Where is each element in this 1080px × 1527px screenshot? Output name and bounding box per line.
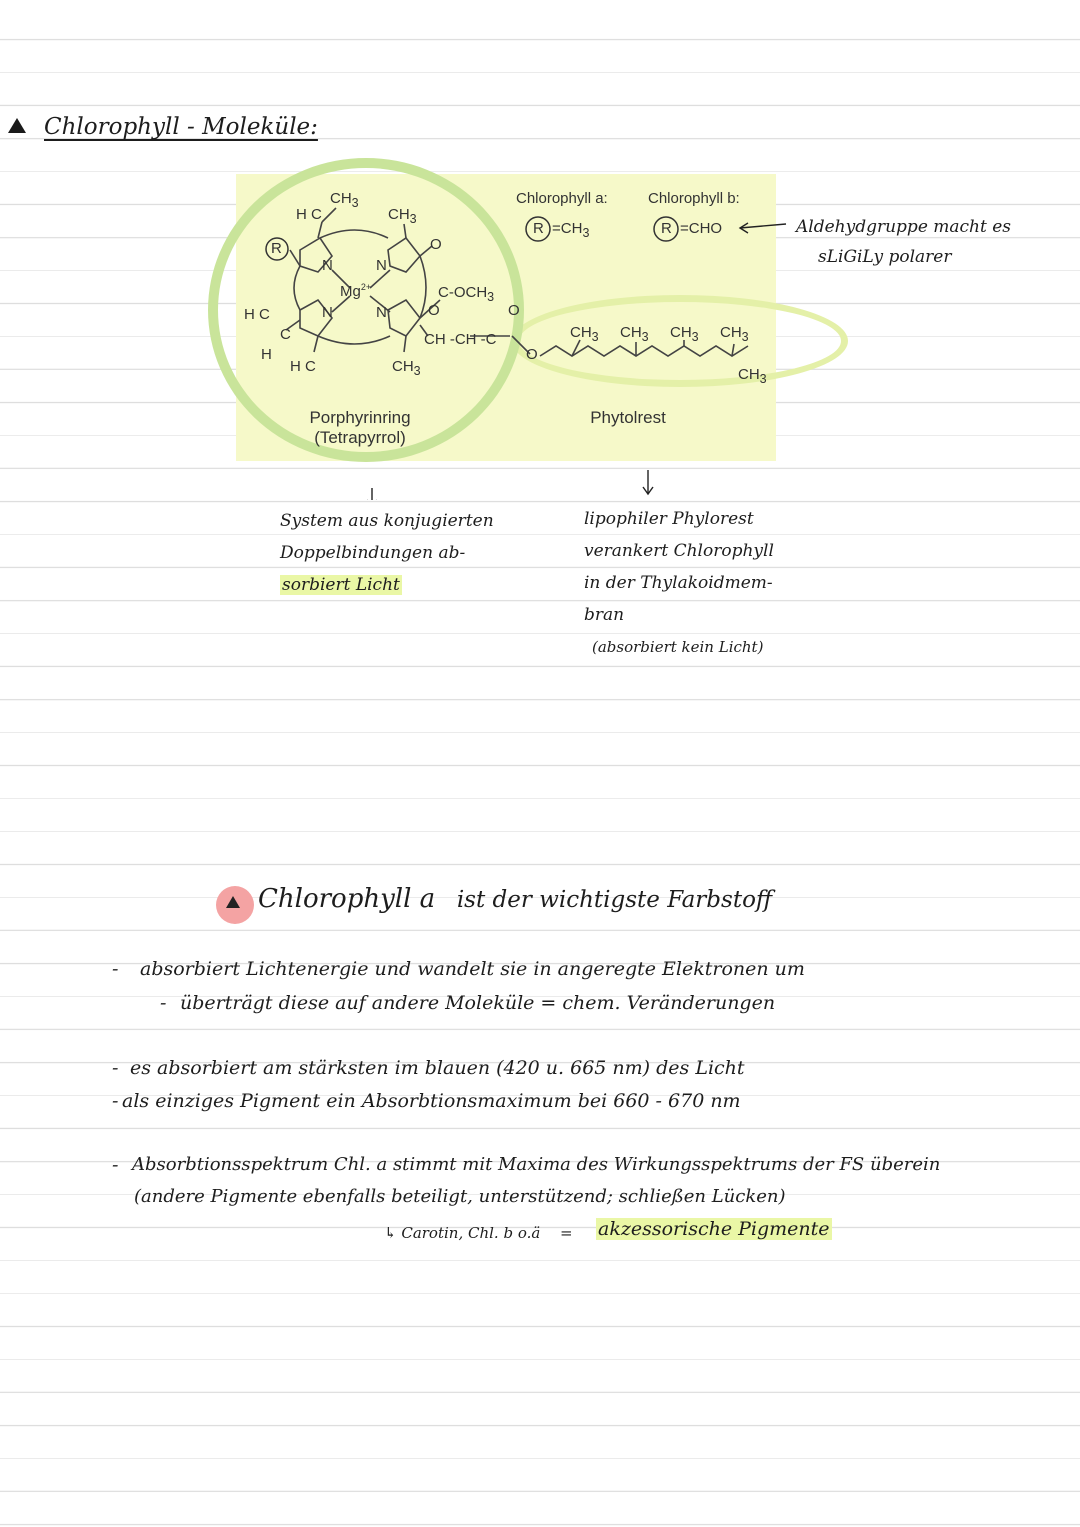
phytol-ch3-end: $CH_3$ [738, 366, 767, 386]
atom-h2c-left: H C [244, 306, 270, 323]
atom-ch3-bottom: $CH_3$ [392, 358, 421, 378]
page-title: Chlorophyll - Moleküle: [44, 114, 318, 140]
atom-n-3: N [322, 304, 333, 321]
section-triangle-icon [226, 896, 240, 908]
section-line-1: absorbiert Lichtenergie und wandelt sie in angeregte Elektronen um [140, 958, 805, 980]
chl-b-formula: =CHO [680, 220, 723, 237]
atom-o-carbonyl: O [508, 302, 520, 319]
phytol-note: lipophiler Phylorest verankert Chlorophyll in der Thylakoidmem- bran (absorbiert kein Licht) [584, 509, 774, 656]
chl-b-label: Chlorophyll b: [648, 190, 740, 207]
dash-1: - [112, 958, 119, 980]
chl-a-r: R [533, 220, 544, 237]
porphyrin-note: System aus konjugierten Doppelbindungen ab- sorbiert Licht [280, 511, 494, 595]
section-line-2: überträgt diese auf andere Moleküle = chem. Veränderungen [180, 992, 776, 1014]
phytol-ch3-3: $CH_3$ [670, 324, 699, 344]
phytol-ch3-2: $CH_3$ [620, 324, 649, 344]
chl-a-label: Chlorophyll a: [516, 190, 608, 207]
atom-n-1: N [322, 257, 333, 274]
phytol-ch3-1: $CH_3$ [570, 324, 599, 344]
atom-r: R [271, 240, 282, 257]
phytol-ch3-4: $CH_3$ [720, 324, 749, 344]
section-title: Chlorophyll a ist der wichtigste Farbstoff [258, 884, 773, 914]
bridge-top [320, 230, 388, 238]
section-line-5: Absorbtionsspektrum Chl. a stimmt mit Maxima des Wirkungsspektrums der FS überein [132, 1154, 941, 1175]
atom-mg: $Mg^{2+}$ [340, 282, 372, 300]
phytol-label: Phytolrest [590, 408, 666, 427]
dash-2: - [160, 992, 167, 1014]
atom-ch2ch2c: CH -CH -C [424, 331, 497, 348]
section-line-7-eq: = [560, 1224, 573, 1242]
bridge-bottom [318, 336, 390, 344]
atom-c-vinyl: C [280, 326, 291, 343]
dash-3: - [112, 1057, 119, 1079]
atom-h3c-bottom: H C [290, 358, 316, 375]
section-line-7-right: akzessorische Pigmente [598, 1218, 830, 1240]
atom-o-link: O [526, 346, 538, 363]
atom-o-ester: O [428, 302, 440, 319]
bridge-left [294, 266, 300, 310]
atom-ch3-right: $CH_3$ [388, 206, 417, 226]
aldehyde-note: Aldehydgruppe macht es sLiGiLy polarer [796, 217, 1012, 267]
chl-a-formula: $=CH_3$ [552, 220, 590, 240]
atom-h2c-top: H C [296, 206, 322, 223]
dash-4: - [112, 1090, 119, 1112]
bridge-right [420, 256, 426, 318]
pyrrole-ring-b [388, 238, 420, 272]
atom-n-4: N [376, 304, 387, 321]
atom-ch3-top: $CH_3$ [330, 190, 359, 210]
atom-n-2: N [376, 257, 387, 274]
chl-b-r: R [661, 220, 672, 237]
atom-o-keto: O [430, 236, 442, 253]
section-line-7-left: ↳ Carotin, Chl. b o.ä [384, 1224, 541, 1242]
pyrrole-ring-d [388, 300, 420, 336]
section-line-6: (andere Pigmente ebenfalls beteiligt, unterstützend; schließen Lücken) [134, 1186, 786, 1207]
porphyrin-label: Porphyrinring (Tetrapyrrol) [309, 408, 411, 447]
dash-5: - [112, 1154, 119, 1176]
section-line-4: als einziges Pigment ein Absorbtionsmaximum bei 660 - 670 nm [122, 1090, 741, 1112]
atom-och3: $C-OCH_3$ [438, 284, 495, 304]
phytol-chain [540, 346, 748, 356]
section-line-3: es absorbiert am stärksten im blauen (420 u. 665 nm) des Licht [130, 1057, 745, 1079]
atom-h: H [261, 346, 272, 363]
